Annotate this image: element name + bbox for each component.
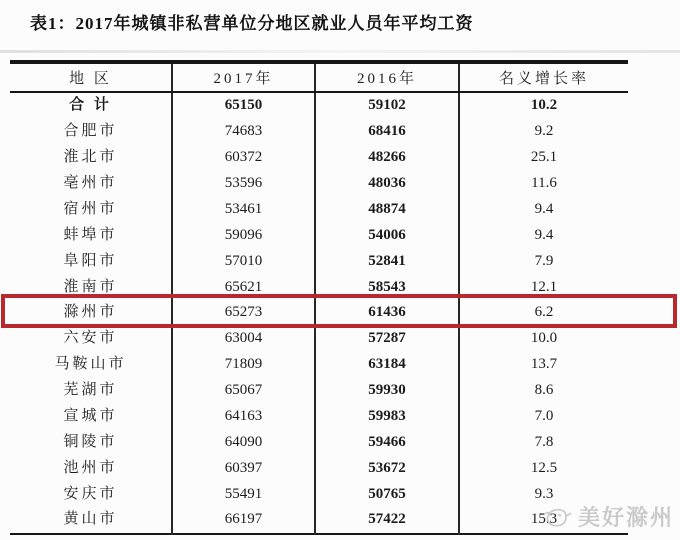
value-cell: 15.3 xyxy=(530,511,558,528)
value-cell: 68416 xyxy=(315,119,459,145)
value-cell: 9.4 xyxy=(534,226,554,243)
table-row xyxy=(10,171,628,197)
table-row xyxy=(10,481,628,507)
table-row xyxy=(10,300,628,326)
value-cell: 71809 xyxy=(172,352,315,378)
region-cell: 淮南市 xyxy=(10,274,172,300)
header-nominal-growth: 名义增长率 xyxy=(459,62,628,92)
table-header-row xyxy=(10,62,628,92)
value-cell: 6.2 xyxy=(534,304,554,321)
table-row xyxy=(10,378,628,404)
table-row xyxy=(10,92,628,119)
region-cell: 铜陵市 xyxy=(10,429,172,455)
value-cell: 52841 xyxy=(315,248,459,274)
value-cell: 64163 xyxy=(172,404,315,430)
header-region: 地 区 xyxy=(10,62,172,92)
value-cell: 25.1 xyxy=(530,149,558,166)
table-row xyxy=(10,507,628,534)
page-title: 表1：2017年城镇非私营单位分地区就业人员年平均工资 xyxy=(30,14,474,33)
value-cell: 48036 xyxy=(315,171,459,197)
value-cell: 48874 xyxy=(315,197,459,223)
value-cell: 57010 xyxy=(172,248,315,274)
header-year-2017: 2017年 xyxy=(172,62,315,92)
region-cell: 宣城市 xyxy=(10,404,172,430)
table-row xyxy=(10,145,628,171)
value-cell: 74683 xyxy=(172,119,315,145)
table-row xyxy=(10,429,628,455)
value-cell: 63004 xyxy=(172,326,315,352)
value-cell: 7.8 xyxy=(534,433,554,450)
value-cell: 60397 xyxy=(172,455,315,481)
value-cell: 9.4 xyxy=(534,200,554,217)
value-cell: 10.2 xyxy=(530,97,558,114)
table-row xyxy=(10,404,628,430)
value-cell: 9.2 xyxy=(534,123,554,140)
value-cell: 55491 xyxy=(172,481,315,507)
value-cell: 65621 xyxy=(172,274,315,300)
value-cell: 54006 xyxy=(315,222,459,248)
table-row xyxy=(10,119,628,145)
table-row xyxy=(10,222,628,248)
value-cell: 48266 xyxy=(315,145,459,171)
region-cell: 合肥市 xyxy=(10,119,172,145)
value-cell: 53672 xyxy=(315,455,459,481)
value-cell: 60372 xyxy=(172,145,315,171)
value-cell: 11.6 xyxy=(531,175,557,192)
value-cell: 65150 xyxy=(172,92,315,119)
value-cell: 13.7 xyxy=(530,356,558,373)
region-cell: 黄山市 xyxy=(10,507,172,534)
region-cell: 阜阳市 xyxy=(10,248,172,274)
value-cell: 9.3 xyxy=(534,485,554,502)
region-cell: 安庆市 xyxy=(10,481,172,507)
title-divider xyxy=(0,50,680,53)
table-row xyxy=(10,274,628,300)
value-cell: 57287 xyxy=(315,326,459,352)
region-cell: 马鞍山市 xyxy=(10,352,172,378)
value-cell: 10.0 xyxy=(530,330,558,347)
value-cell: 61436 xyxy=(315,300,459,326)
table-row xyxy=(10,197,628,223)
value-cell: 59930 xyxy=(315,378,459,404)
value-cell: 59096 xyxy=(172,222,315,248)
value-cell: 12.5 xyxy=(530,459,558,476)
value-cell: 12.1 xyxy=(530,278,558,295)
value-cell: 59466 xyxy=(315,429,459,455)
value-cell: 7.9 xyxy=(534,252,554,269)
value-cell: 7.0 xyxy=(534,407,554,424)
region-cell: 六安市 xyxy=(10,326,172,352)
table-row xyxy=(10,352,628,378)
watermark xyxy=(541,500,674,532)
value-cell: 53596 xyxy=(172,171,315,197)
value-cell: 59102 xyxy=(315,92,459,119)
region-cell: 合 计 xyxy=(10,92,172,119)
region-cell: 池州市 xyxy=(10,455,172,481)
value-cell: 58543 xyxy=(315,274,459,300)
value-cell: 50765 xyxy=(315,481,459,507)
region-cell: 淮北市 xyxy=(10,145,172,171)
region-cell: 宿州市 xyxy=(10,197,172,223)
table-row xyxy=(10,326,628,352)
value-cell: 63184 xyxy=(315,352,459,378)
value-cell: 53461 xyxy=(172,197,315,223)
value-cell: 66197 xyxy=(172,507,315,534)
value-cell: 57422 xyxy=(315,507,459,534)
bird-logo-icon xyxy=(541,500,573,532)
region-cell: 芜湖市 xyxy=(10,378,172,404)
value-cell: 65273 xyxy=(172,300,315,326)
watermark-text: 美好滁州 xyxy=(577,504,674,530)
region-cell: 滁州市 xyxy=(10,300,172,326)
region-cell: 亳州市 xyxy=(10,171,172,197)
value-cell: 59983 xyxy=(315,404,459,430)
value-cell: 8.6 xyxy=(534,382,554,399)
region-cell: 蚌埠市 xyxy=(10,222,172,248)
value-cell: 64090 xyxy=(172,429,315,455)
header-year-2016: 2016年 xyxy=(315,62,459,92)
value-cell: 65067 xyxy=(172,378,315,404)
table-row xyxy=(10,455,628,481)
table-row xyxy=(10,248,628,274)
wage-table xyxy=(10,60,628,535)
